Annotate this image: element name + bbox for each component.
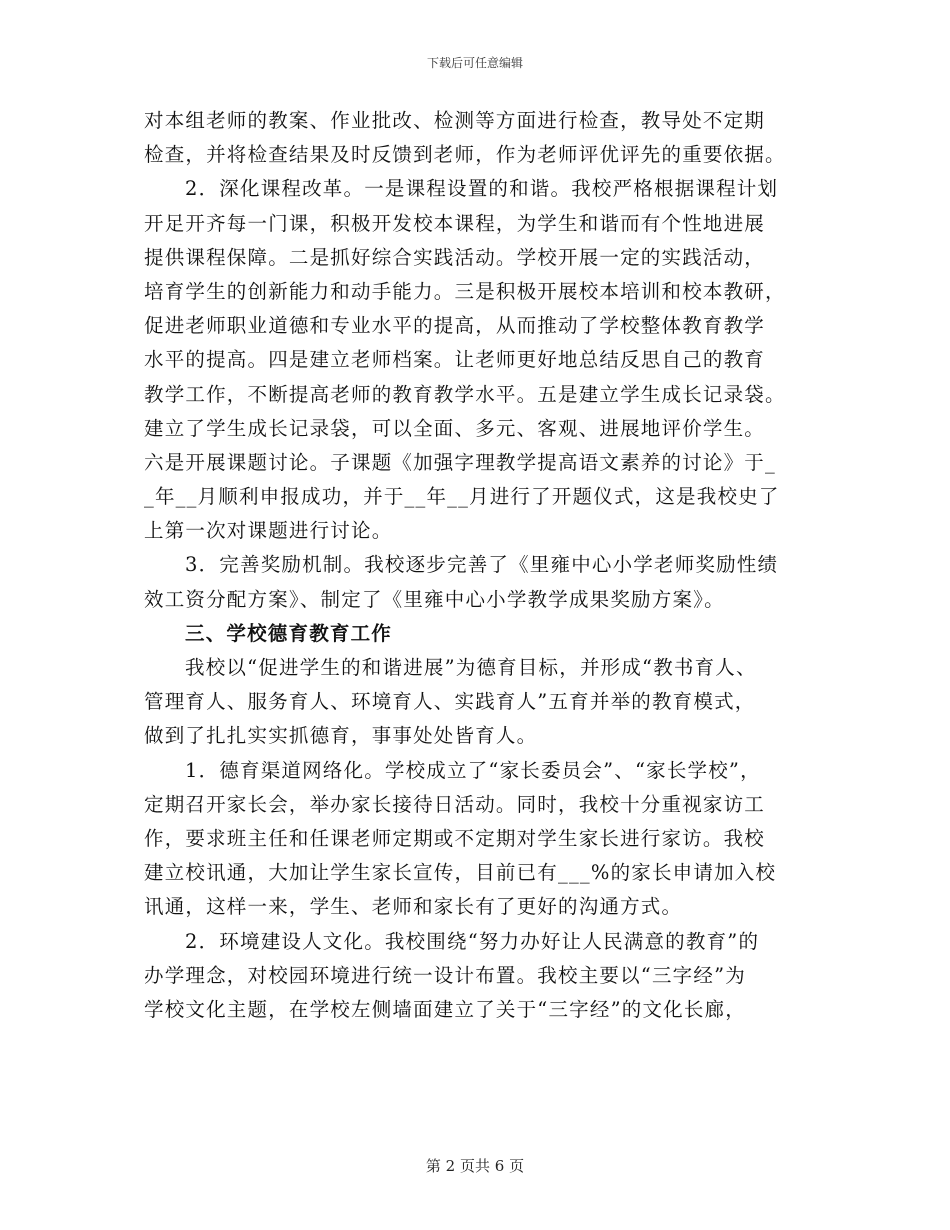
text-line: 开足开齐每一门课，积极开发校本课程，为学生和谐而有个性地进展 xyxy=(144,211,766,235)
page-header: 下载后可任意编辑 xyxy=(426,56,523,70)
section-heading: 三、学校德育教育工作 xyxy=(185,621,393,645)
text-line: 学校文化主题，在学校左侧墙面建立了关于“三字经”的文化长廊， xyxy=(144,997,746,1021)
text-line: 2．深化课程改革。一是课程设置的和谐。我校严格根据课程计划 xyxy=(185,177,779,201)
text-line: 水平的提高。四是建立老师档案。让老师更好地总结反思自己的教育 xyxy=(144,348,766,372)
text-line: 管理育人、服务育人、环境育人、实践育人”五育并举的教育模式， xyxy=(144,690,756,714)
text-line: 培育学生的创新能力和动手能力。三是积极开展校本培训和校本教研， xyxy=(144,279,786,303)
text-line: 办学理念，对校园环境进行统一设计布置。我校主要以“三字经”为 xyxy=(144,963,746,987)
text-line: 1．德育渠道网络化。学校成立了“家长委员会”、“家长学校”， xyxy=(185,758,761,782)
text-line: 我校以“促进学生的和谐进展”为德育目标，并形成“教书育人、 xyxy=(185,656,757,679)
text-line: 建立了学生成长记录袋，可以全面、多元、客观、进展地评价学生。 xyxy=(144,416,766,440)
text-line: 2．环境建设人文化。我校围绕“努力办好让人民满意的教育”的 xyxy=(185,929,760,953)
text-line: 六是开展课题讨论。子课题《加强字理教学提高语文素养的讨论》于_ xyxy=(144,450,776,474)
text-line: 提供课程保障。二是抓好综合实践活动。学校开展一定的实践活动， xyxy=(144,245,766,269)
text-line: 3．完善奖励机制。我校逐步完善了《里雍中心小学老师奖励性绩 xyxy=(185,553,779,577)
text-line: 对本组老师的教案、作业批改、检测等方面进行检查，教导处不定期 xyxy=(144,109,766,132)
text-line: 建立校讯通，大加让学生家长宣传，目前已有___%的家长申请加入校 xyxy=(144,861,777,885)
text-line: 检查，并将检查结果及时反馈到老师，作为老师评优评先的重要依据。 xyxy=(144,143,786,167)
text-line: 作，要求班主任和任课老师定期或不定期对学生家长进行家访。我校 xyxy=(144,826,766,850)
text-line: 定期召开家长会，举办家长接待日活动。同时，我校十分重视家访工 xyxy=(144,792,766,816)
text-line: 促进老师职业道德和专业水平的提高，从而推动了学校整体教育教学 xyxy=(144,314,766,338)
text-line: 教学工作，不断提高老师的教育教学水平。五是建立学生成长记录袋。 xyxy=(144,382,786,406)
text-line: 效工资分配方案》、制定了《里雍中心小学教学成果奖励方案》。 xyxy=(144,587,725,611)
text-line: 上第一次对课题进行讨论。 xyxy=(144,519,393,543)
document-body xyxy=(144,104,824,1027)
text-line: 做到了扎扎实实抓德育，事事处处皆育人。 xyxy=(144,724,538,748)
text-line: 讯通，这样一来，学生、老师和家长有了更好的沟通方式。 xyxy=(144,895,683,919)
page-footer: 第 2 页共 6 页 xyxy=(425,1157,525,1175)
text-line: _年__月顺利申报成功，并于__年__月进行了开题仪式，这是我校史了 xyxy=(144,485,780,509)
